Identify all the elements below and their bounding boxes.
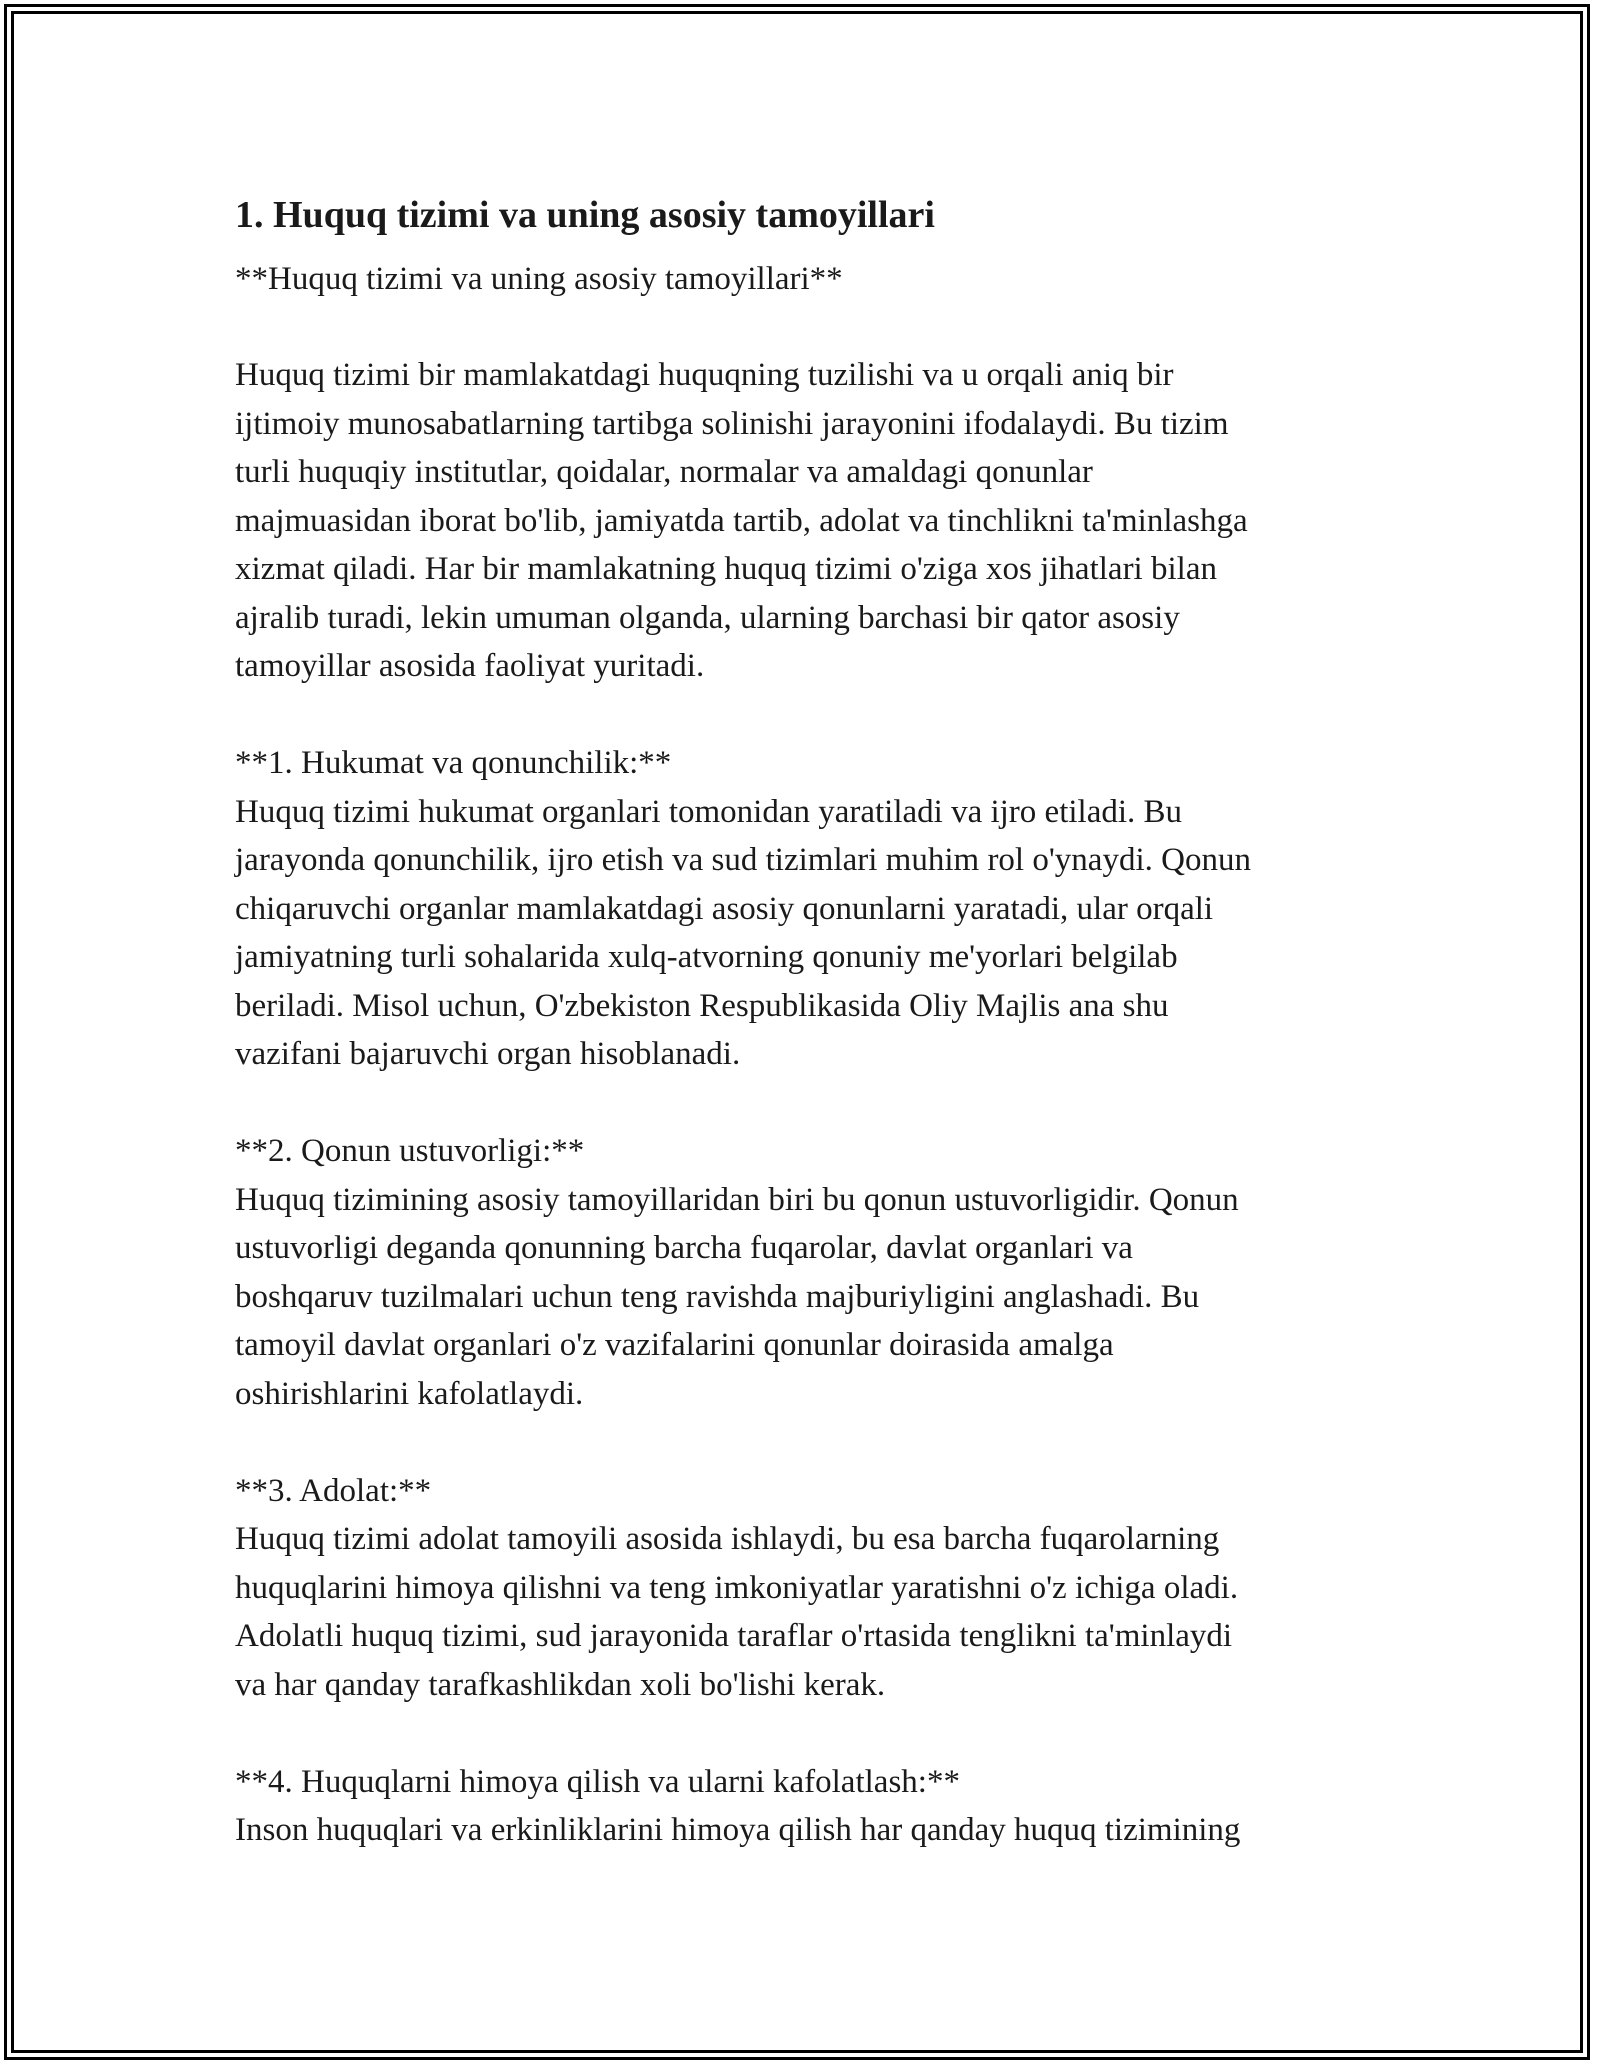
paragraph-line: va har qanday tarafkashlikdan xoli bo'lishi kerak. [235, 1666, 886, 1703]
paragraph-line: beriladi. Misol uchun, O'zbekiston Respublikasida Oliy Majlis ana shu [235, 987, 1169, 1024]
section-rights-protection [235, 1758, 1375, 1855]
section-justice [235, 1467, 1375, 1710]
paragraph-line: Huquq tizimi hukumat organlari tomonidan yaratiladi va ijro etiladi. Bu [235, 793, 1183, 830]
section-government-legislation [235, 739, 1375, 1079]
paragraph-line: jarayonda qonunchilik, ijro etish va sud tizimlari muhim rol o'ynaydi. Qonun [235, 842, 1251, 878]
paragraph-line: Huquq tizimi bir mamlakatdagi huquqning tuzilishi va u orqali aniq bir [235, 357, 1174, 393]
paragraph-line: tamoyillar asosida faoliyat yuritadi. [235, 648, 705, 684]
section-title: **3. Adolat:** [235, 1472, 432, 1509]
paragraph-line: Huquq tizimi adolat tamoyili asosida ishlaydi, bu esa barcha fuqarolarning [235, 1521, 1220, 1557]
paragraph-line: chiqaruvchi organlar mamlakatdagi asosiy qonunlarni yaratadi, ular orqali [235, 890, 1214, 927]
paragraph-line: Huquq tizimining asosiy tamoyillaridan biri bu qonun ustuvorligidir. Qonun [235, 1181, 1239, 1218]
paragraph-line: jamiyatning turli sohalarida xulq-atvorning qonuniy me'yorlari belgilab [235, 939, 1178, 975]
paragraph-line: turli huquqiy institutlar, qoidalar, normalar va amaldagi qonunlar [235, 454, 1093, 490]
paragraph-line: xizmat qiladi. Har bir mamlakatning huquq tizimi o'ziga xos jihatlari bilan [235, 551, 1217, 587]
paragraph-line: tamoyil davlat organlari o'z vazifalarini qonunlar doirasida amalga [235, 1327, 1114, 1363]
section-title: **2. Qonun ustuvorligi:** [235, 1133, 585, 1169]
section-rule-of-law [235, 1127, 1375, 1418]
document-body [235, 185, 1375, 1903]
paragraph-line: ustuvorligi deganda qonunning barcha fuqarolar, davlat organlari va [235, 1230, 1133, 1266]
paragraph-line: Adolatli huquq tizimi, sud jarayonida taraflar o'rtasida tenglikni ta'minlaydi [235, 1618, 1233, 1654]
paragraph-line: Inson huquqlari va erkinliklarini himoya qilish har qanday huquq tizimining [235, 1812, 1241, 1848]
document-heading: 1. Huquq tizimi va uning asosiy tamoyillari [235, 194, 935, 236]
paragraph-line: ajralib turadi, lekin umuman olganda, ularning barchasi bir qator asosiy [235, 599, 1180, 636]
paragraph-line: huquqlarini himoya qilishni va teng imkoniyatlar yaratishni o'z ichiga oladi. [235, 1569, 1239, 1606]
document-subtitle: **Huquq tizimi va uning asosiy tamoyillari** [235, 261, 843, 297]
paragraph-line: majmuasidan iborat bo'lib, jamiyatda tartib, adolat va tinchlikni ta'minlashga [235, 502, 1248, 539]
section-title: **1. Hukumat va qonunchilik:** [235, 745, 672, 781]
paragraph-line: ijtimoiy munosabatlarning tartibga solinishi jarayonini ifodalaydi. Bu tizim [235, 405, 1229, 442]
paragraph-line: boshqaruv tuzilmalari uchun teng ravishda majburiyligini anglashadi. Bu [235, 1278, 1200, 1315]
intro-paragraph [235, 351, 1375, 691]
paragraph-line: vazifani bajaruvchi organ hisoblanadi. [235, 1036, 741, 1072]
paragraph-line: oshirishlarini kafolatlaydi. [235, 1375, 584, 1412]
section-title: **4. Huquqlarni himoya qilish va ularni kafolatlash:** [235, 1763, 960, 1800]
